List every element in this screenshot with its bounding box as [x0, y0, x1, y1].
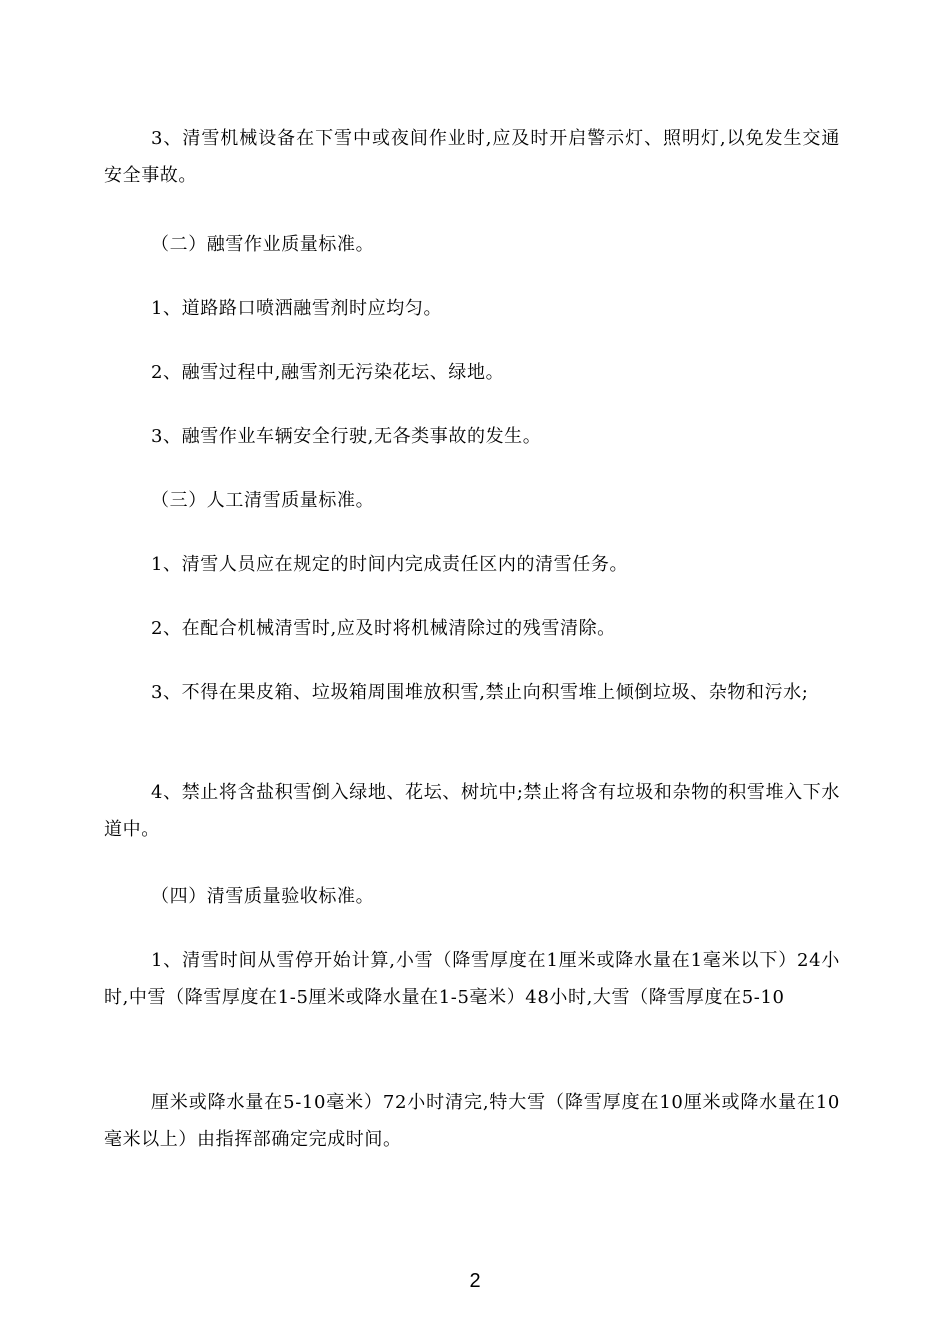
- paragraph-7: 1、清雪人员应在规定的时间内完成责任区内的清雪任务。: [151, 554, 629, 575]
- paragraph-12: 1、清雪时间从雪停开始计算,小雪（降雪厚度在1厘米或降水量在1毫米以下）24小时,中雪（降雪厚度在1-5厘米或降水量在1-5毫米）48小时,大雪（降雪厚度在5-10: [104, 950, 840, 1008]
- paragraph-4: 2、融雪过程中,融雪剂无污染花坛、绿地。: [151, 362, 505, 383]
- page-number: 2: [469, 1270, 481, 1292]
- paragraph-10: 4、禁止将含盐积雪倒入绿地、花坛、树坑中;禁止将含有垃圾和杂物的积雪堆入下水道中。: [104, 782, 840, 840]
- paragraph-5: 3、融雪作业车辆安全行驶,无各类事故的发生。: [151, 426, 542, 447]
- section-heading-2: （二）融雪作业质量标准。: [151, 234, 375, 255]
- paragraph-9: 3、不得在果皮箱、垃圾箱周围堆放积雪,禁止向积雪堆上倾倒垃圾、杂物和污水;: [151, 682, 809, 703]
- section-heading-6: （三）人工清雪质量标准。: [151, 490, 375, 511]
- paragraph-3: 1、道路路口喷洒融雪剂时应均匀。: [151, 298, 443, 319]
- section-heading-11: （四）清雪质量验收标准。: [151, 886, 375, 907]
- paragraph-13: 厘米或降水量在5-10毫米）72小时清完,特大雪（降雪厚度在10厘米或降水量在10毫米以上）由指挥部确定完成时间。: [104, 1092, 840, 1150]
- paragraph-8: 2、在配合机械清雪时,应及时将机械清除过的残雪清除。: [151, 618, 616, 639]
- paragraph-1: 3、清雪机械设备在下雪中或夜间作业时,应及时开启警示灯、照明灯,以免发生交通安全事故。: [104, 128, 840, 186]
